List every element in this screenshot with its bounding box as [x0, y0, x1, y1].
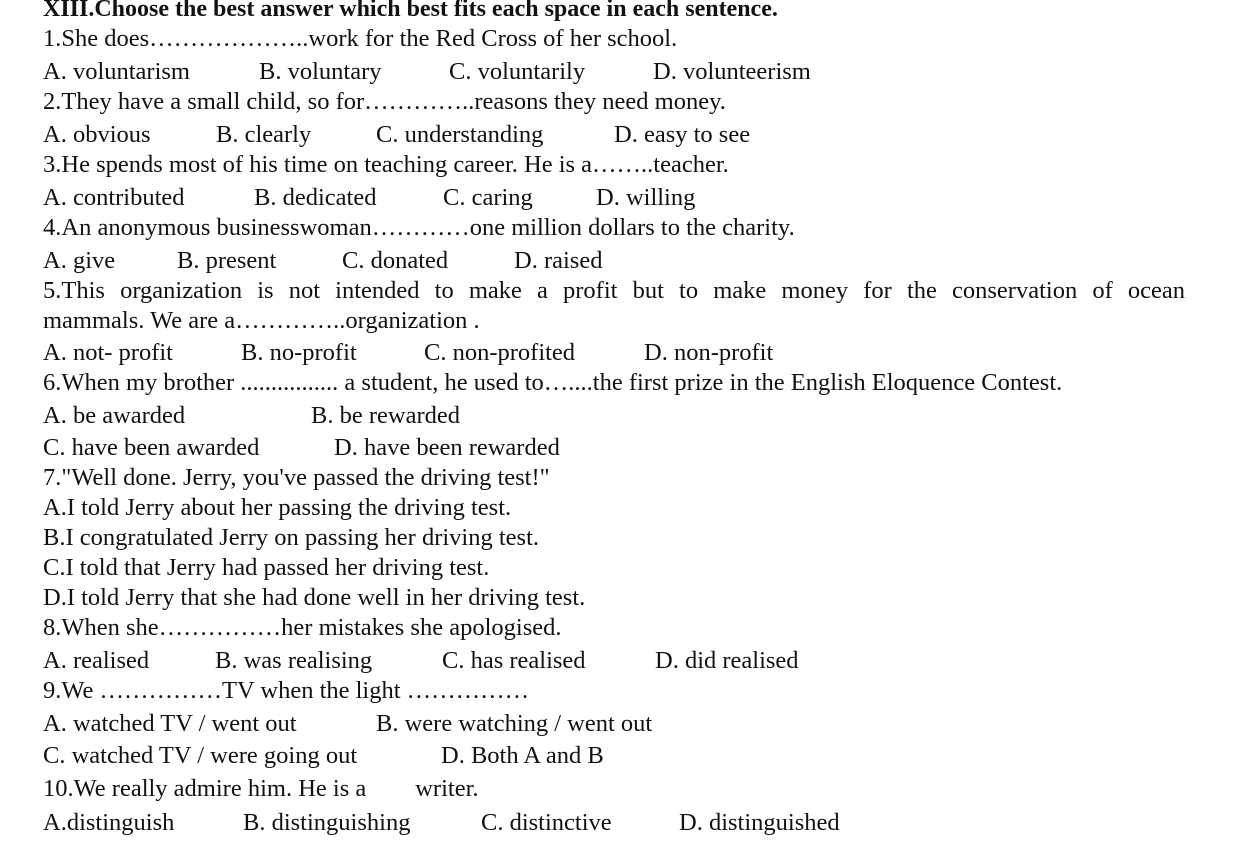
- q8-option-b: B. was realising: [215, 647, 373, 674]
- q1-option-c: C. voluntarily: [449, 58, 586, 85]
- q10-option-c: C. distinctive: [481, 809, 612, 836]
- q8-option-c: C. has realised: [442, 647, 586, 674]
- q2-option-d: D. easy to see: [614, 121, 751, 148]
- q7-option-d: D.I told Jerry that she had done well in her driving test.: [43, 584, 586, 611]
- q1-option-d: D. volunteerism: [653, 58, 811, 85]
- question-5-stem-line-2: mammals. We are a…………..organization .: [43, 307, 480, 334]
- q5-option-b: B. no-profit: [241, 339, 357, 366]
- q8-option-a: A. realised: [43, 647, 150, 674]
- question-2-stem: 2.They have a small child, so for…………..reasons they need money.: [43, 88, 726, 115]
- q6-option-d: D. have been rewarded: [334, 434, 560, 461]
- q9-option-a: A. watched TV / went out: [43, 710, 297, 737]
- question-6-stem: 6.When my brother ................ a student, he used to…....the first prize in the English Eloquence Contest.: [43, 369, 1063, 396]
- q4-option-d: D. raised: [514, 247, 603, 274]
- q7-option-c: C.I told that Jerry had passed her driving test.: [43, 554, 490, 581]
- q6-option-a: A. be awarded: [43, 402, 186, 429]
- q7-option-b: B.I congratulated Jerry on passing her driving test.: [43, 524, 540, 551]
- question-5-stem-line-1: 5.This organization is not intended to make a profit but to make money for the conservation of ocean: [43, 277, 1185, 304]
- q6-option-b: B. be rewarded: [311, 402, 460, 429]
- question-4-stem: 4.An anonymous businesswoman…………one million dollars to the charity.: [43, 214, 795, 241]
- q8-option-d: D. did realised: [655, 647, 799, 674]
- q4-option-c: C. donated: [342, 247, 449, 274]
- q4-option-b: B. present: [177, 247, 277, 274]
- question-10-stem: 10.We really admire him. He is a writer.: [43, 775, 479, 802]
- q1-option-b: B. voluntary: [259, 58, 382, 85]
- question-3-stem: 3.He spends most of his time on teaching career. He is a……..teacher.: [43, 151, 729, 178]
- q3-option-b: B. dedicated: [254, 184, 377, 211]
- q3-option-c: C. caring: [443, 184, 533, 211]
- q2-option-b: B. clearly: [216, 121, 312, 148]
- q10-option-a: A.distinguish: [43, 809, 175, 836]
- question-1-stem: 1.She does………………..work for the Red Cross of her school.: [43, 25, 678, 52]
- q4-option-a: A. give: [43, 247, 116, 274]
- q7-option-a: A.I told Jerry about her passing the driving test.: [43, 494, 512, 521]
- q3-option-d: D. willing: [596, 184, 696, 211]
- q9-option-d: D. Both A and B: [441, 742, 604, 769]
- q10-option-b: B. distinguishing: [243, 809, 411, 836]
- q2-option-a: A. obvious: [43, 121, 151, 148]
- question-9-stem: 9.We ……………TV when the light ……………: [43, 677, 530, 704]
- q9-option-c: C. watched TV / were going out: [43, 742, 358, 769]
- q6-option-c: C. have been awarded: [43, 434, 260, 461]
- question-8-stem: 8.When she……………her mistakes she apologised.: [43, 614, 562, 641]
- exercise-heading: XIII.Choose the best answer which best fits each space in each sentence.: [43, 0, 778, 22]
- q2-option-c: C. understanding: [376, 121, 544, 148]
- question-7-stem: 7."Well done. Jerry, you've passed the driving test!": [43, 464, 550, 491]
- q1-option-a: A. voluntarism: [43, 58, 190, 85]
- q9-option-b: B. were watching / went out: [376, 710, 653, 737]
- q5-option-a: A. not- profit: [43, 339, 173, 366]
- q10-option-d: D. distinguished: [679, 809, 840, 836]
- q5-option-c: C. non-profited: [424, 339, 576, 366]
- q5-option-d: D. non-profit: [644, 339, 774, 366]
- q3-option-a: A. contributed: [43, 184, 185, 211]
